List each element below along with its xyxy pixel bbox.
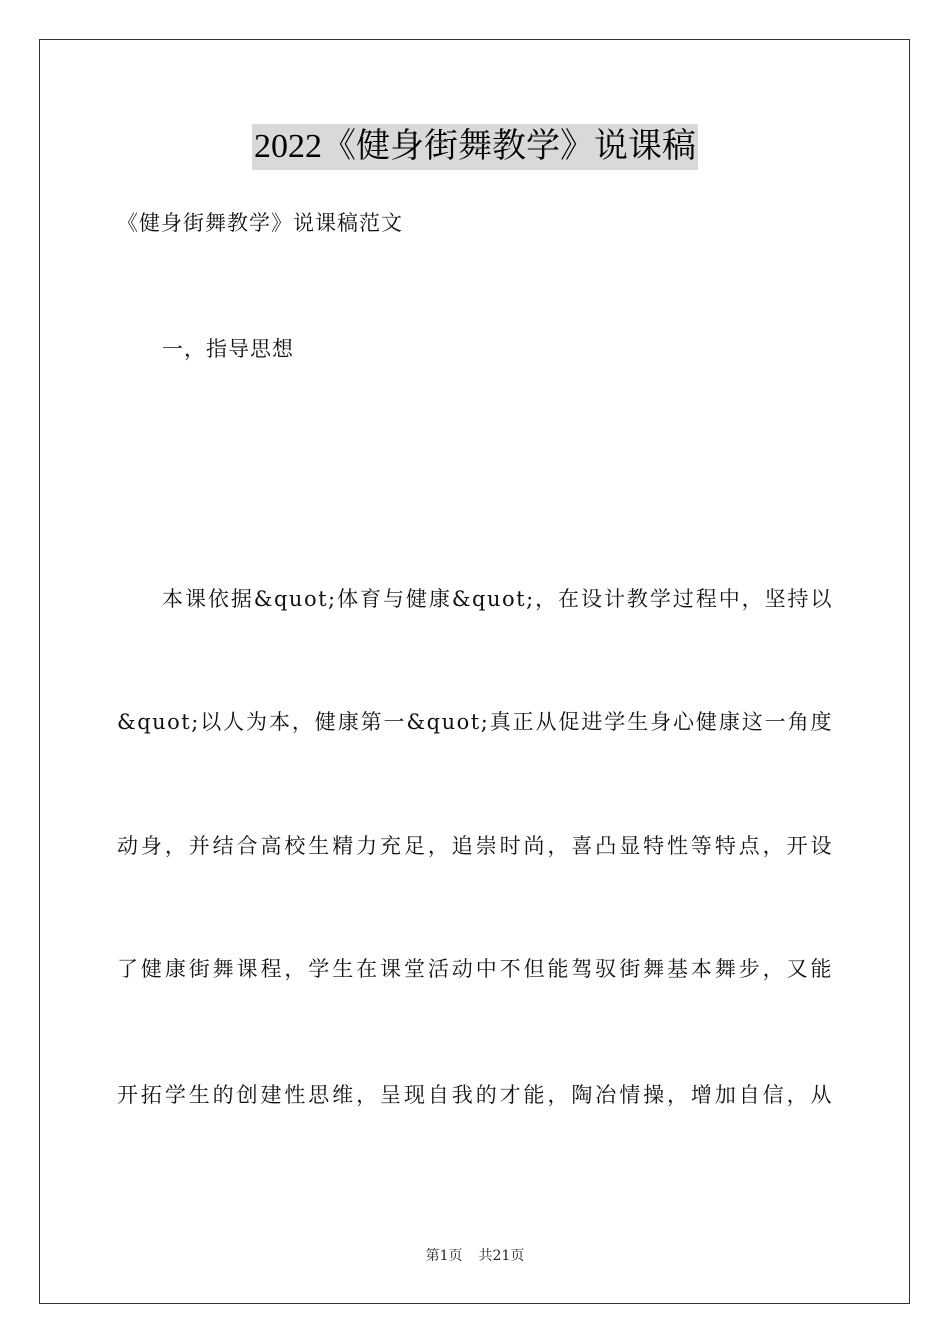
total-pages: 共21页 <box>478 1248 525 1264</box>
document-subtitle: 《健身街舞教学》说课稿范文 <box>117 211 403 235</box>
document-title: 2022《健身街舞教学》说课稿 <box>252 124 698 170</box>
body-paragraph-line: 了健康街舞课程，学生在课堂活动中不但能驾驭街舞基本舞步，又能 <box>117 957 833 981</box>
section-heading: 一，指导思想 <box>162 337 294 361</box>
page-footer <box>0 1246 950 1266</box>
body-paragraph-line: &quot;以人为本，健康第一&quot;真正从促进学生身心健康这一角度 <box>117 710 833 734</box>
body-paragraph-line: 动身，并结合高校生精力充足，追崇时尚，喜凸显特性等特点，开设 <box>117 834 833 858</box>
title-container <box>0 124 950 170</box>
body-paragraph-line: 本课依据&quot;体育与健康&quot;，在设计教学过程中，坚持以 <box>162 587 833 611</box>
page-number: 第1页 <box>425 1248 463 1264</box>
body-paragraph-line: 开拓学生的创建性思维，呈现自我的才能，陶冶情操，增加自信，从 <box>117 1083 833 1107</box>
